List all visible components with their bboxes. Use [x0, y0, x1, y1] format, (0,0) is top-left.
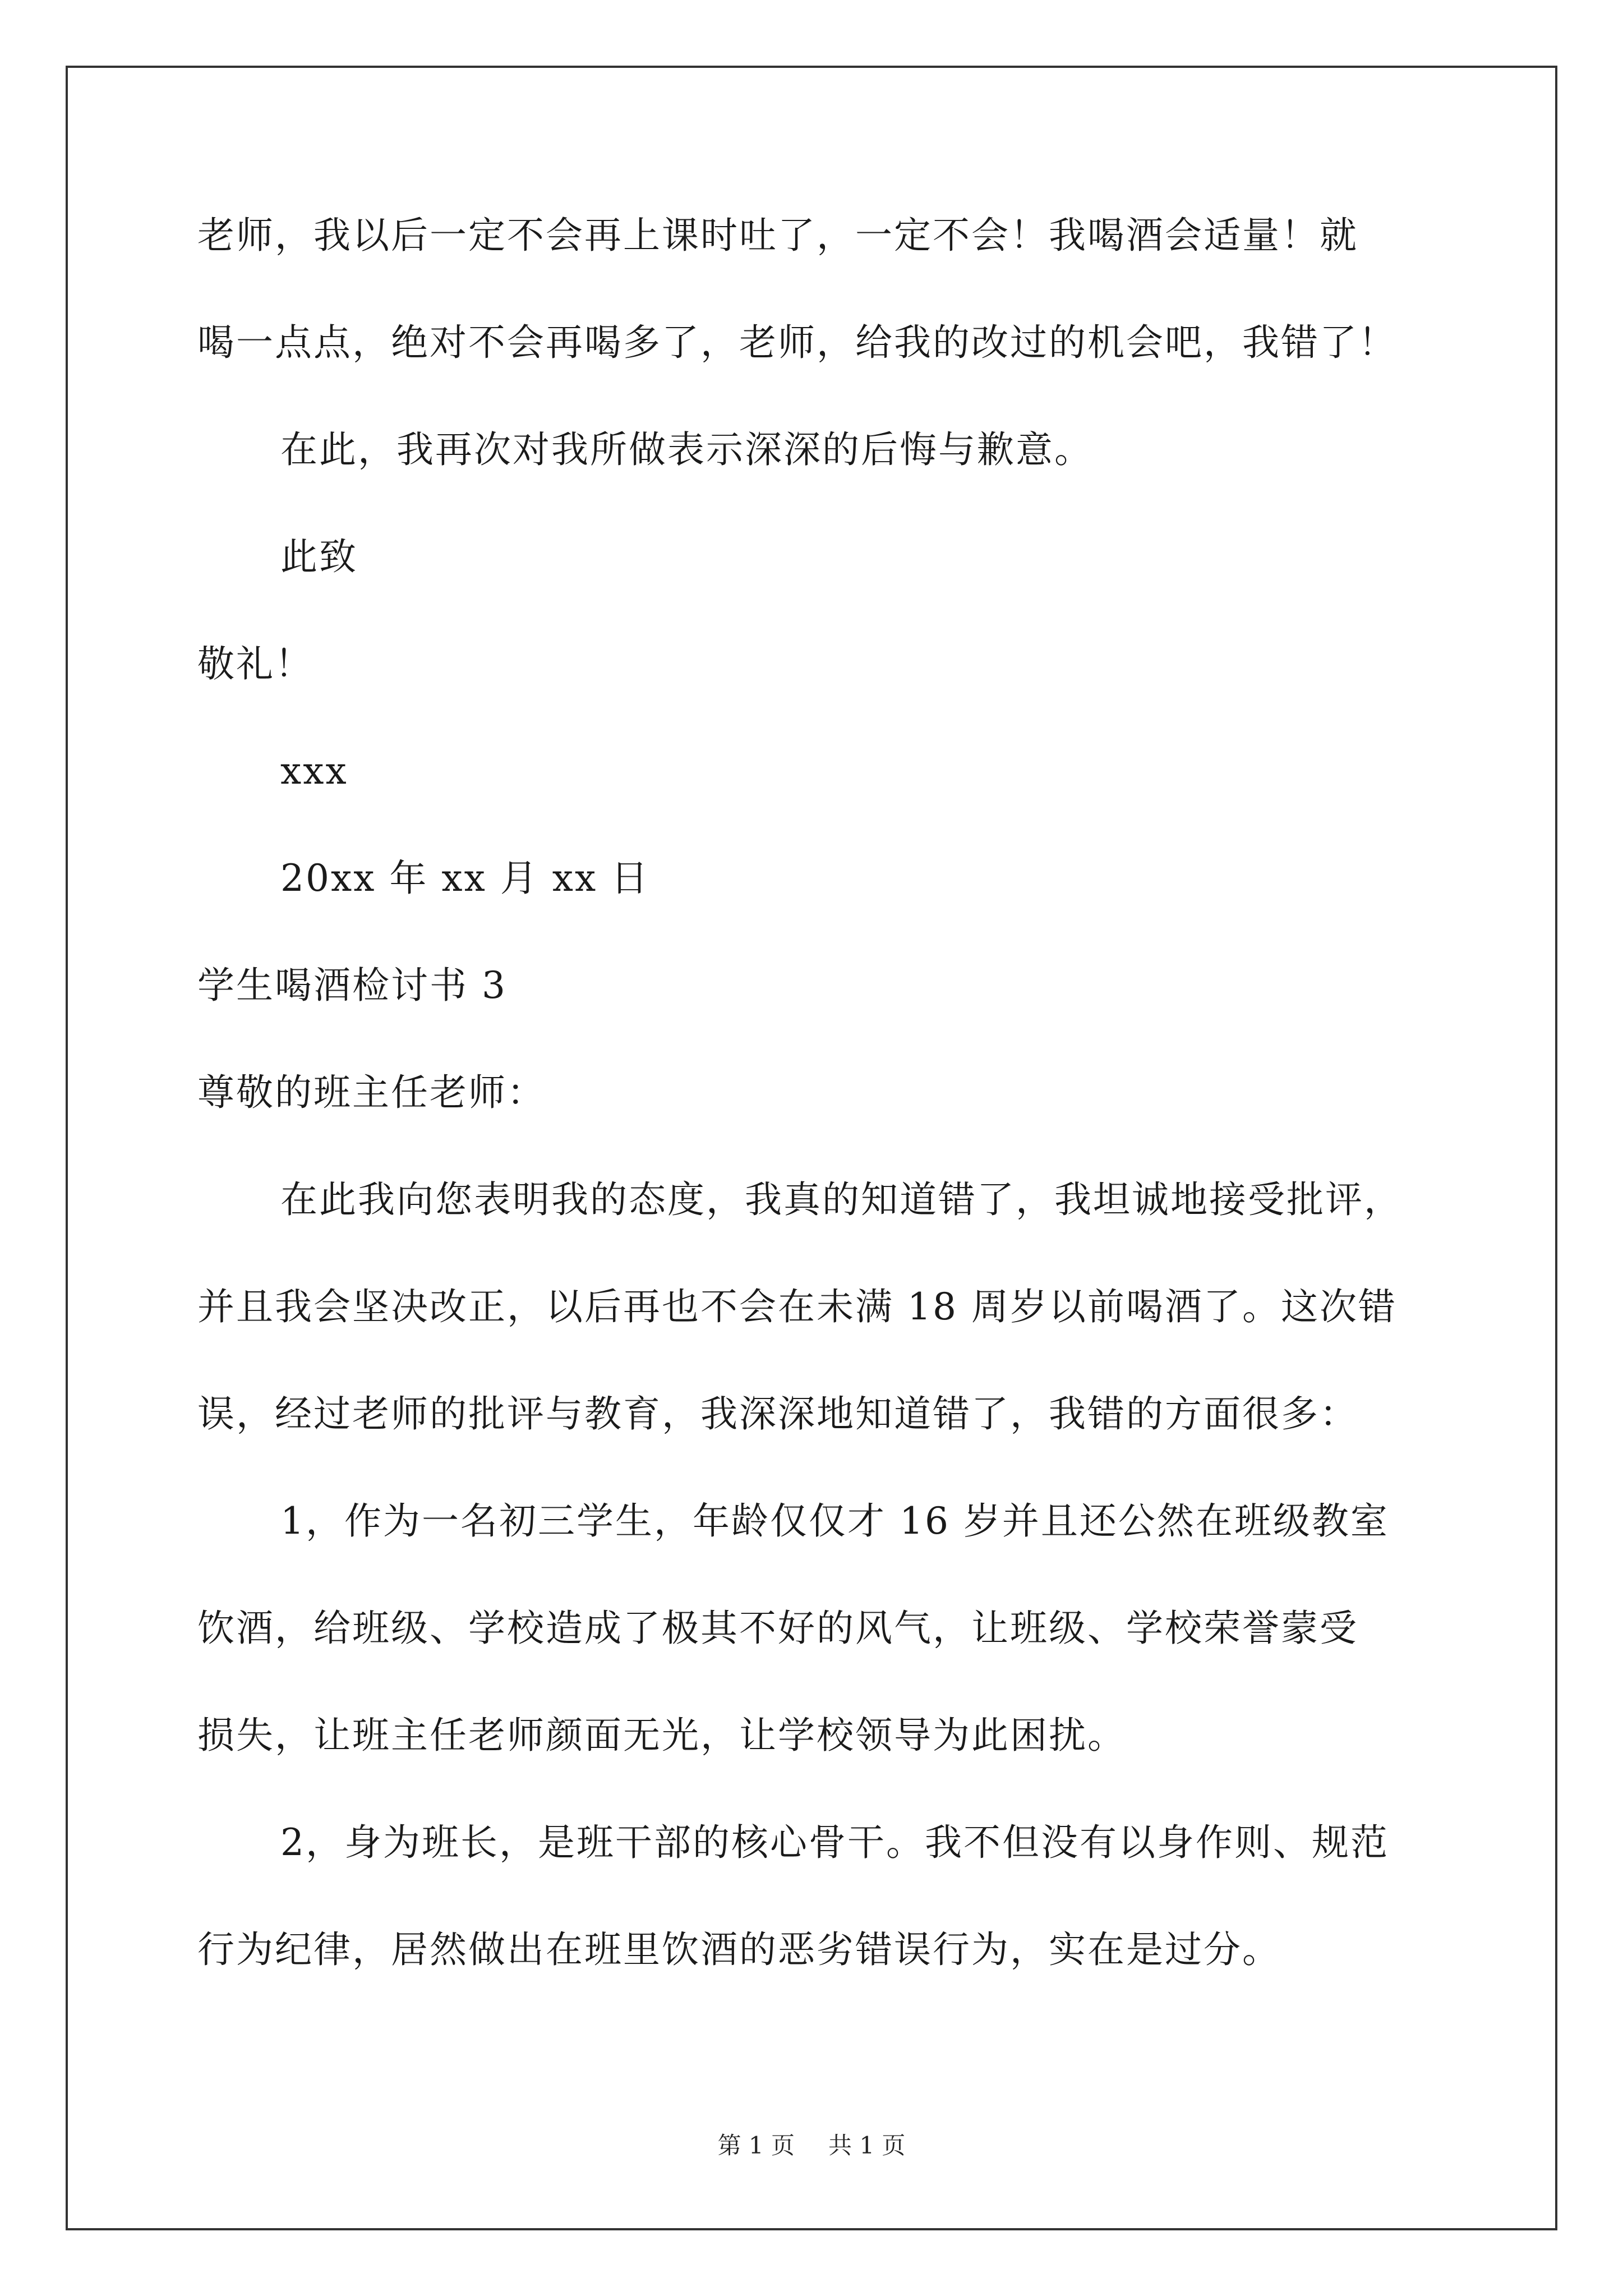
greeting: 尊敬的班主任老师： — [197, 1071, 546, 1114]
section-title: 学生喝酒检讨书 3 — [197, 964, 507, 1007]
text-line: 在此我向您表明我的态度，我真的知道错了，我坦诚地接受批评， — [280, 1178, 1403, 1221]
page-number: 第 1 页 — [717, 2132, 795, 2159]
closing-salutation: 敬礼！ — [197, 642, 313, 685]
text-line: 在此，我再次对我所做表示深深的后悔与歉意。 — [280, 428, 1093, 471]
text-line: 损失，让班主任老师颜面无光，让学校领导为此困扰。 — [197, 1714, 1126, 1757]
closing-salutation: 此致 — [280, 535, 358, 578]
text-line: 误，经过老师的批评与教育，我深深地知道错了，我错的方面很多： — [197, 1392, 1358, 1435]
text-line: 2，身为班长，是班干部的核心骨干。我不但没有以身作则、规范 — [280, 1821, 1389, 1864]
signature: xxx — [280, 749, 348, 793]
text-line: 行为纪律，居然做出在班里饮酒的恶劣错误行为，实在是过分。 — [197, 1928, 1281, 1971]
page-footer — [0, 2132, 1623, 2160]
document-body — [197, 213, 1431, 2035]
text-line: 老师，我以后一定不会再上课时吐了，一定不会！我喝酒会适量！就 — [197, 214, 1358, 257]
page-total: 共 1 页 — [828, 2132, 906, 2159]
text-line: 饮酒，给班级、学校造成了极其不好的风气，让班级、学校荣誉蒙受 — [197, 1607, 1358, 1650]
date-line: 20xx 年 xx 月 xx 日 — [280, 857, 650, 900]
text-line: 1，作为一名初三学生，年龄仅仅才 16 岁并且还公然在班级教室 — [280, 1499, 1389, 1543]
text-line: 并且我会坚决改正，以后再也不会在未满 18 周岁以前喝酒了。这次错 — [197, 1285, 1397, 1328]
text-line: 喝一点点，绝对不会再喝多了，老师，给我的改过的机会吧，我错了！ — [197, 321, 1397, 364]
